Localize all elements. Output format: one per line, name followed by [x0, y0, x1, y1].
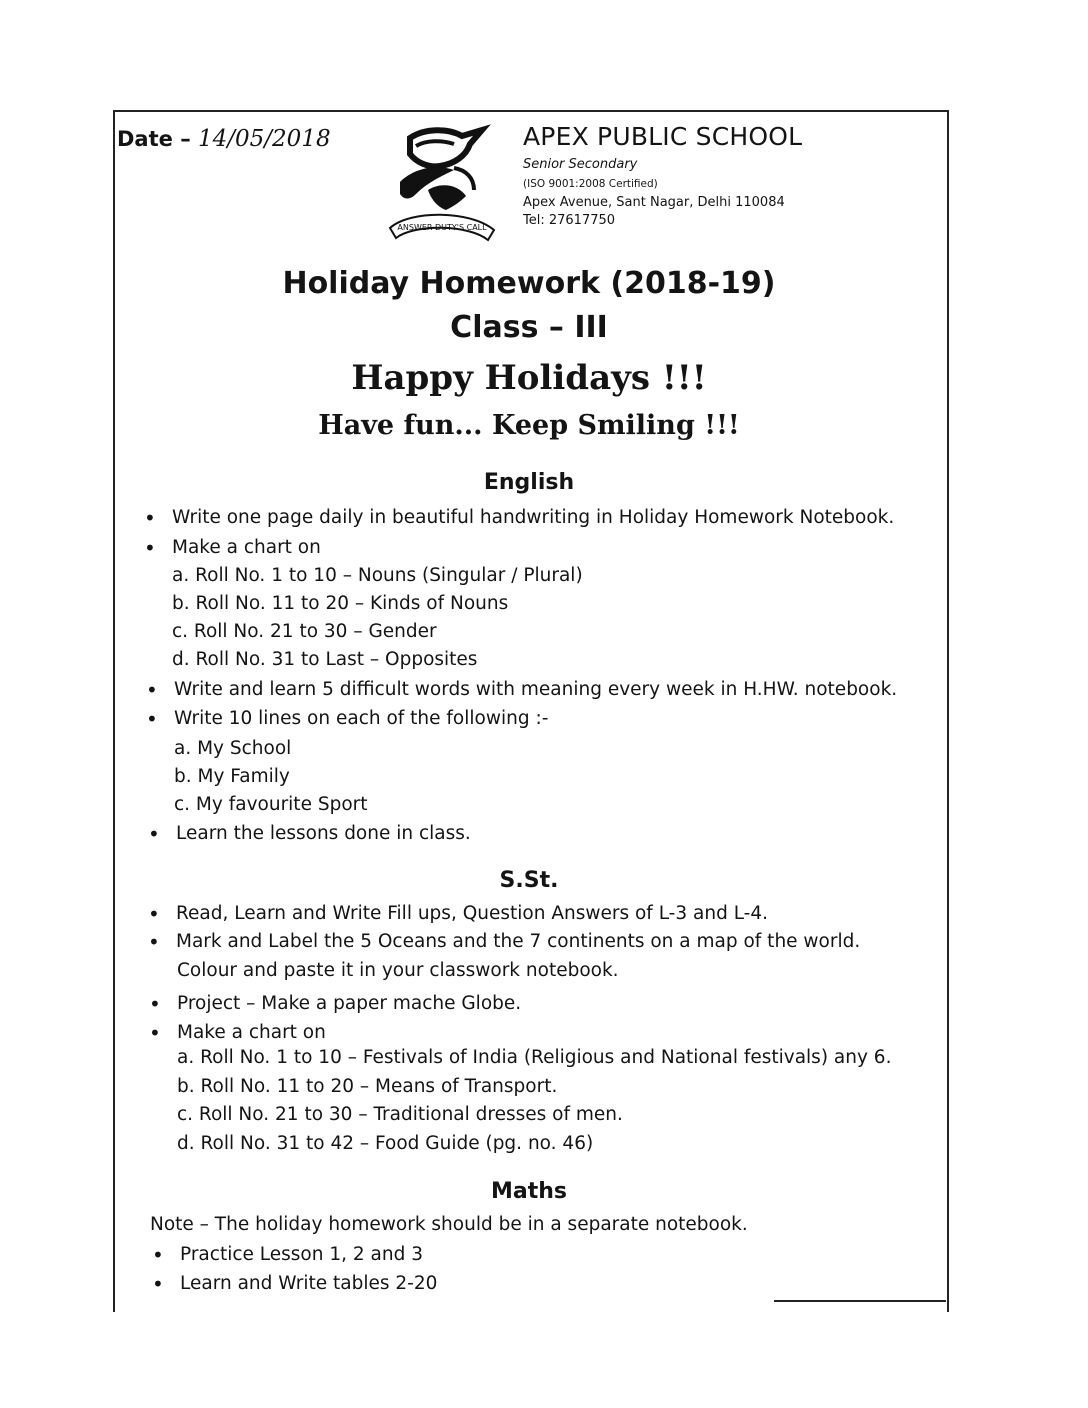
greeting-happy-holidays: Happy Holidays !!!: [351, 358, 707, 398]
english-subitem-b: b. Roll No. 11 to 20 – Kinds of Nouns: [172, 593, 509, 614]
logo-motto: ANSWER DUTY'S CALL: [397, 223, 487, 232]
english-heading: English: [483, 470, 575, 495]
english-line-c: c. My favourite Sport: [174, 794, 368, 815]
school-name: APEX PUBLIC SCHOOL: [523, 122, 803, 151]
english-line-b: b. My Family: [174, 766, 290, 787]
english-subitem-d: d. Roll No. 31 to Last – Opposites: [172, 649, 478, 670]
school-info: [523, 122, 802, 231]
school-level: Senior Secondary: [523, 157, 638, 172]
english-item-2: • Make a chart on: [172, 537, 321, 558]
english-item-5: • Learn the lessons done in class.: [176, 823, 471, 844]
sst-subitem-d: d. Roll No. 31 to 42 – Food Guide (pg. no. 46): [177, 1133, 594, 1154]
school-telephone: Tel: 27617750: [523, 213, 616, 228]
maths-heading: Maths: [490, 1179, 567, 1204]
sst-item-3: • Project – Make a paper mache Globe.: [177, 993, 521, 1014]
date-line: [117, 126, 331, 152]
iso-certification: (ISO 9001:2008 Certified): [523, 178, 658, 190]
date-value: 14/05/2018: [198, 126, 331, 152]
english-subitem-a: a. Roll No. 1 to 10 – Nouns (Singular / Plural): [172, 565, 583, 586]
maths-item-2: • Learn and Write tables 2-20: [180, 1273, 437, 1294]
bottom-rule: [774, 1300, 946, 1302]
english-subitem-c: c. Roll No. 21 to 30 – Gender: [172, 621, 437, 642]
greeting-keep-smiling: Have fun... Keep Smiling !!!: [318, 410, 740, 441]
sst-subitem-b: b. Roll No. 11 to 20 – Means of Transport.: [177, 1076, 558, 1097]
school-address: Apex Avenue, Sant Nagar, Delhi 110084: [523, 195, 785, 210]
maths-note: Note – The holiday homework should be in a separate notebook.: [150, 1214, 748, 1235]
sst-subitem-c: c. Roll No. 21 to 30 – Traditional dresses of men.: [177, 1104, 623, 1125]
sst-item-4: • Make a chart on: [177, 1022, 326, 1043]
school-logo: [370, 120, 512, 248]
date-label: Date –: [117, 127, 199, 151]
page-title: Holiday Homework (2018-19): [282, 266, 776, 301]
english-item-1: • Write one page daily in beautiful handwriting in Holiday Homework Notebook.: [172, 507, 894, 528]
sst-subitem-a: a. Roll No. 1 to 10 – Festivals of India (Religious and National festivals) any 6.: [177, 1047, 892, 1068]
english-item-3: • Write and learn 5 difficult words with meaning every week in H.HW. notebook.: [174, 679, 897, 700]
sst-heading: S.St.: [499, 868, 559, 893]
sst-item-2: • Mark and Label the 5 Oceans and the 7 continents on a map of the world.: [176, 931, 860, 952]
english-line-a: a. My School: [174, 738, 292, 759]
sst-item-2-continued: Colour and paste it in your classwork notebook.: [177, 960, 619, 981]
sst-item-1: • Read, Learn and Write Fill ups, Question Answers of L-3 and L-4.: [176, 903, 768, 924]
class-heading: Class – III: [450, 310, 608, 345]
english-item-4: • Write 10 lines on each of the following :-: [174, 708, 548, 729]
maths-item-1: • Practice Lesson 1, 2 and 3: [180, 1244, 423, 1265]
